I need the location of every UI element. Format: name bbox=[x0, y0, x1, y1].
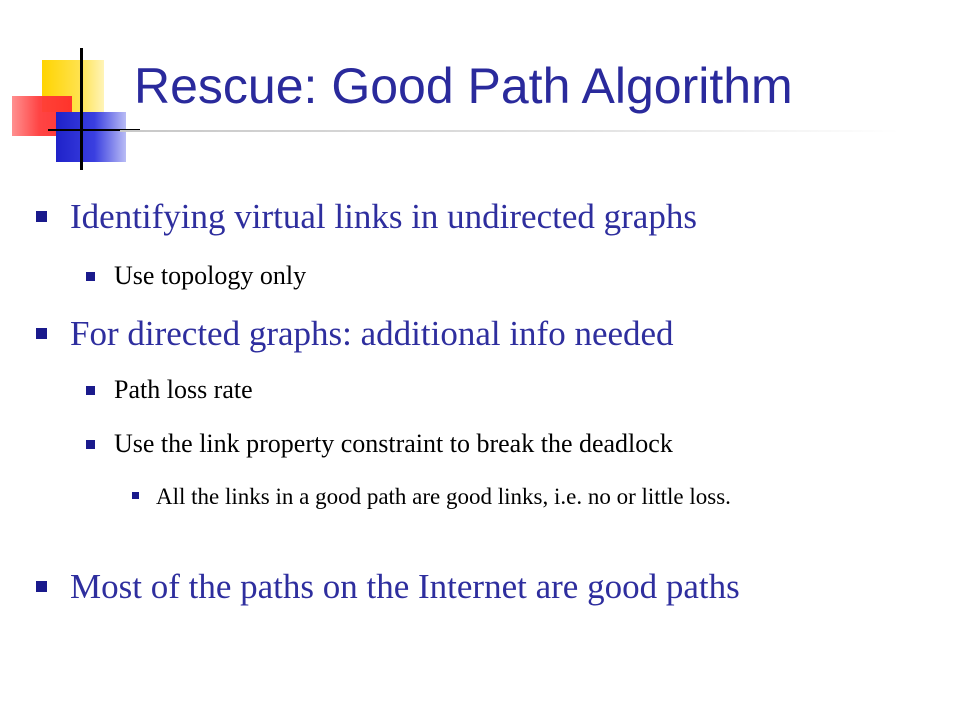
bullet-square-icon bbox=[132, 492, 139, 499]
bullet-square-icon bbox=[86, 440, 95, 449]
bullet-item bbox=[70, 313, 674, 355]
bullet-item bbox=[70, 566, 740, 608]
bullet-square-icon bbox=[86, 386, 95, 395]
bullet-square-icon bbox=[36, 581, 47, 592]
sub-bullet-item bbox=[114, 374, 253, 406]
bullet-text: Identifying virtual links in undirected graphs bbox=[70, 197, 697, 236]
sub-sub-bullet-item bbox=[156, 480, 896, 514]
bullet-text: Use topology only bbox=[114, 261, 307, 290]
bullet-square-icon bbox=[86, 272, 95, 281]
bullet-text: For directed graphs: additional info needed bbox=[70, 314, 674, 353]
bullet-item bbox=[70, 196, 697, 238]
bullet-text: Path loss rate bbox=[114, 375, 253, 404]
bullet-text: Use the link property constraint to break the deadlock bbox=[114, 429, 673, 458]
sub-bullet-item bbox=[114, 260, 306, 292]
bullet-text: All the links in a good path are good links, i.e. no or little loss. bbox=[156, 484, 731, 509]
bullet-text: Most of the paths on the Internet are good paths bbox=[70, 567, 740, 606]
sub-bullet-item bbox=[114, 428, 673, 460]
bullet-square-icon bbox=[36, 211, 47, 222]
slide-title: Rescue: Good Path Algorithm bbox=[134, 58, 793, 114]
bullet-square-icon bbox=[36, 328, 47, 339]
